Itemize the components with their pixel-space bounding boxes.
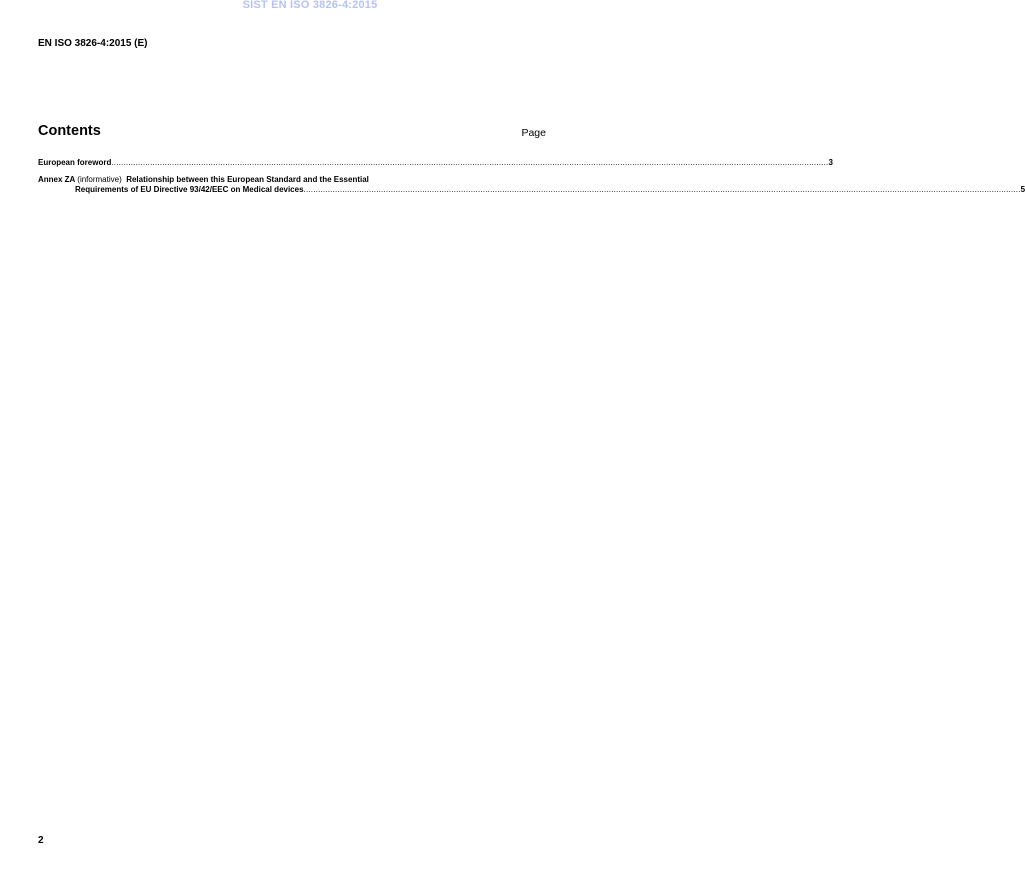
annex-title-line1: Relationship between this European Standard and the Essential — [126, 175, 369, 184]
toc-entry-european-foreword[interactable] — [38, 158, 833, 168]
annex-qualifier: (informative) — [77, 175, 122, 184]
contents-heading: Contents — [38, 123, 101, 139]
toc-entry-page: 5 — [1020, 185, 1025, 194]
annex-title-line2: Requirements of EU Directive 93/42/EEC on Medical devices — [75, 185, 304, 194]
toc-entry-annex-line — [38, 175, 546, 185]
toc-entry-title: European foreword — [38, 158, 112, 167]
dot-leader: ........................................................................................................................................................................................................................................................................................................ — [111, 158, 829, 167]
toc-entry-annex-za[interactable] — [38, 175, 1025, 195]
page-column-label: Page — [521, 127, 546, 139]
watermark: SIST EN ISO 3826-4:2015 — [242, 0, 378, 11]
document-identifier: EN ISO 3826-4:2015 (E) — [38, 38, 148, 49]
toc-entry-annex-continuation — [38, 185, 1025, 195]
table-of-contents — [38, 158, 1025, 195]
toc-entry-page: 3 — [828, 158, 833, 167]
annex-label: Annex ZA — [38, 175, 76, 184]
dot-leader: ........................................................................................................................................................................................................................................................................................................ — [303, 185, 1021, 194]
page-number: 2 — [38, 835, 44, 846]
